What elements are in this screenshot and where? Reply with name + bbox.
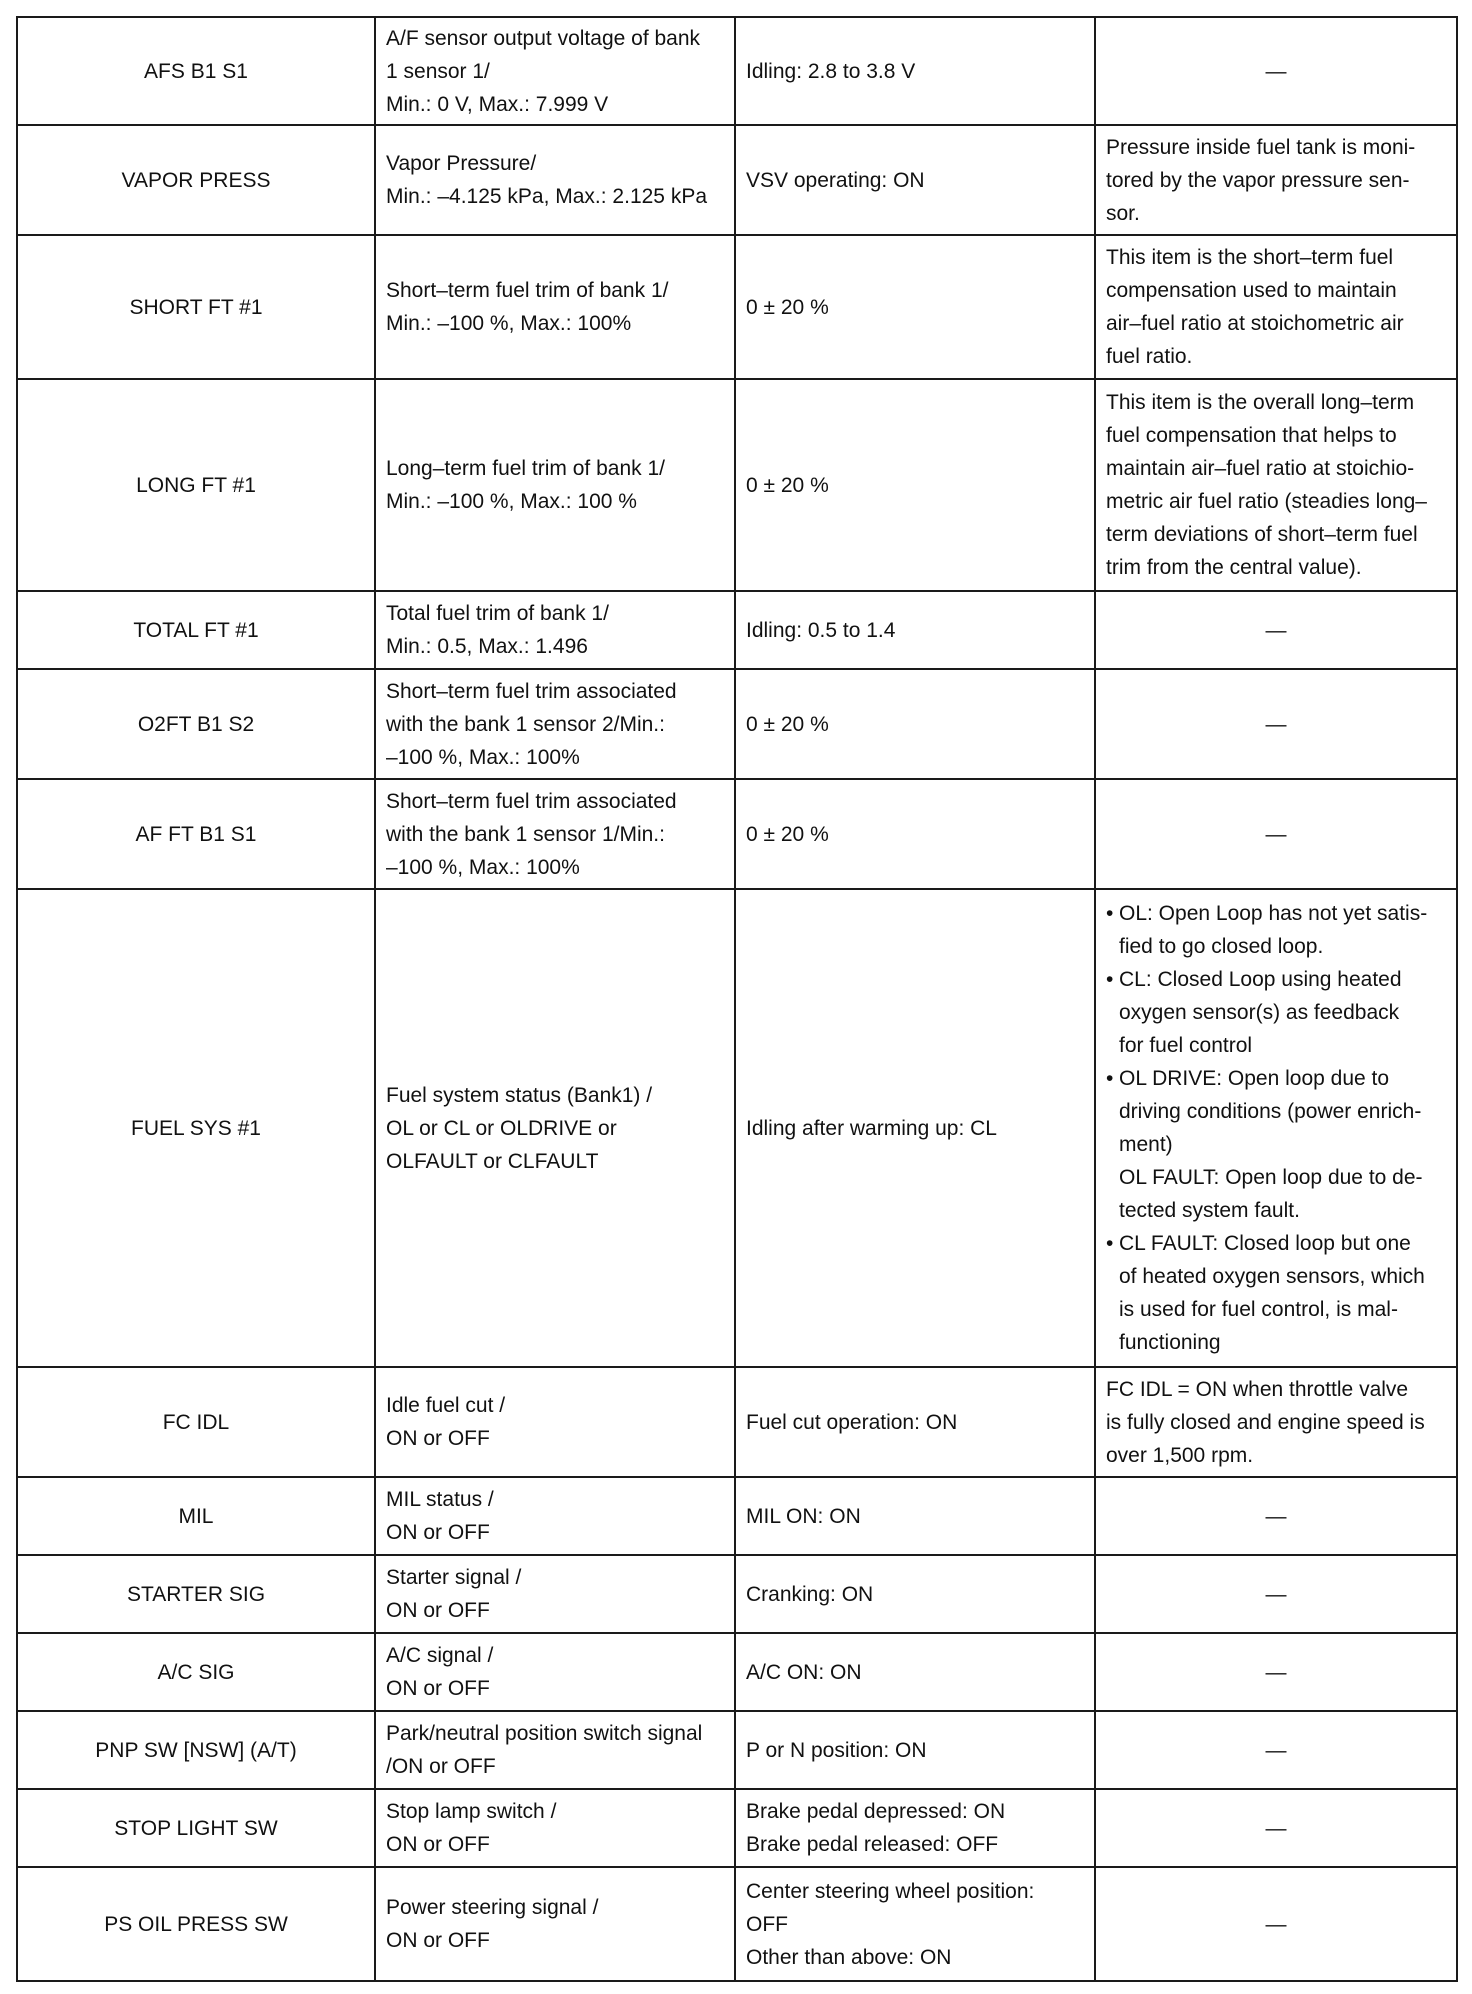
normal-condition: Idling: 2.8 to 3.8 V [735,17,1095,125]
measurement-item: A/F sensor output voltage of bank 1 sensor 1/ Min.: 0 V, Max.: 7.999 V [375,17,735,125]
data-list-table [16,16,1458,1982]
normal-condition: 0 ± 20 % [735,235,1095,379]
item-name: SHORT FT #1 [17,235,375,379]
normal-condition: Cranking: ON [735,1555,1095,1633]
item-name: TOTAL FT #1 [17,591,375,669]
item-name: STOP LIGHT SW [17,1789,375,1867]
normal-condition: A/C ON: ON [735,1633,1095,1711]
item-name: FUEL SYS #1 [17,889,375,1367]
normal-condition: VSV operating: ON [735,125,1095,235]
measurement-item: Power steering signal / ON or OFF [375,1867,735,1981]
normal-condition: Idling after warming up: CL [735,889,1095,1367]
item-name: LONG FT #1 [17,379,375,591]
diagnostic-note: This item is the overall long–term fuel compensation that helps to maintain air–fuel ratio at stoichio- metric air fuel ratio (steadies long– term deviations of short–term fuel trim from the central value). [1095,379,1457,591]
bullet-item-cl: • CL: Closed Loop using heated oxygen sensor(s) as feedback for fuel control [1106,963,1446,1062]
diagnostic-note: — [1095,1633,1457,1711]
fuel-status-bullet-list [1106,897,1446,1359]
bullet-item-cl-fault: • CL FAULT: Closed loop but one of heated oxygen sensors, which is used for fuel control, is mal- functioning [1106,1227,1446,1359]
normal-condition: Fuel cut operation: ON [735,1367,1095,1477]
table-row-fuel-sys-1 [17,889,1457,1367]
table-row-short-ft-1 [17,235,1457,379]
normal-condition: MIL ON: ON [735,1477,1095,1555]
bullet-item-ol: • OL: Open Loop has not yet satis- fied to go closed loop. [1106,897,1446,963]
measurement-item: A/C signal / ON or OFF [375,1633,735,1711]
table-row-mil [17,1477,1457,1555]
diagnostic-note [1095,889,1457,1367]
normal-condition: Center steering wheel position: OFF Other than above: ON [735,1867,1095,1981]
diagnostic-note: — [1095,1789,1457,1867]
item-name: VAPOR PRESS [17,125,375,235]
item-name: AFS B1 S1 [17,17,375,125]
table-row-vapor-press [17,125,1457,235]
normal-condition: 0 ± 20 % [735,379,1095,591]
item-name: O2FT B1 S2 [17,669,375,779]
item-name: A/C SIG [17,1633,375,1711]
normal-condition: Brake pedal depressed: ON Brake pedal released: OFF [735,1789,1095,1867]
item-name: STARTER SIG [17,1555,375,1633]
diagnostic-note: — [1095,1555,1457,1633]
diagnostic-note: — [1095,17,1457,125]
table-row-o2ft-b1-s2 [17,669,1457,779]
table-row-ps-oil-press-sw [17,1867,1457,1981]
diagnostic-note: Pressure inside fuel tank is moni- tored by the vapor pressure sen- sor. [1095,125,1457,235]
measurement-item: Short–term fuel trim associated with the bank 1 sensor 2/Min.: –100 %, Max.: 100% [375,669,735,779]
diagnostic-note: — [1095,1711,1457,1789]
table-row-afs-b1-s1 [17,17,1457,125]
measurement-item: Starter signal / ON or OFF [375,1555,735,1633]
diagnostic-note: — [1095,591,1457,669]
table-row-ac-sig [17,1633,1457,1711]
table-row-long-ft-1 [17,379,1457,591]
item-name: FC IDL [17,1367,375,1477]
table-row-af-ft-b1-s1 [17,779,1457,889]
table-row-stop-light-sw [17,1789,1457,1867]
item-name: MIL [17,1477,375,1555]
measurement-item: MIL status / ON or OFF [375,1477,735,1555]
normal-condition: Idling: 0.5 to 1.4 [735,591,1095,669]
measurement-item: Short–term fuel trim associated with the bank 1 sensor 1/Min.: –100 %, Max.: 100% [375,779,735,889]
measurement-item: Fuel system status (Bank1) / OL or CL or OLDRIVE or OLFAULT or CLFAULT [375,889,735,1367]
diagnostic-note: — [1095,1867,1457,1981]
measurement-item: Park/neutral position switch signal /ON or OFF [375,1711,735,1789]
normal-condition: 0 ± 20 % [735,669,1095,779]
diagnostic-note: This item is the short–term fuel compensation used to maintain air–fuel ratio at stoichometric air fuel ratio. [1095,235,1457,379]
table-row-total-ft-1 [17,591,1457,669]
diagnostic-note: — [1095,1477,1457,1555]
measurement-item: Long–term fuel trim of bank 1/ Min.: –100 %, Max.: 100 % [375,379,735,591]
measurement-item: Vapor Pressure/ Min.: –4.125 kPa, Max.: 2.125 kPa [375,125,735,235]
diagnostic-note: — [1095,779,1457,889]
measurement-item: Stop lamp switch / ON or OFF [375,1789,735,1867]
item-name: PNP SW [NSW] (A/T) [17,1711,375,1789]
table-row-pnp-sw [17,1711,1457,1789]
item-name: AF FT B1 S1 [17,779,375,889]
measurement-item: Total fuel trim of bank 1/ Min.: 0.5, Max.: 1.496 [375,591,735,669]
bullet-item-ol-drive: • OL DRIVE: Open loop due to driving conditions (power enrich- ment) OL FAULT: Open loop due to de- tected system fault. [1106,1062,1446,1227]
measurement-item: Idle fuel cut / ON or OFF [375,1367,735,1477]
diagnostic-note: — [1095,669,1457,779]
measurement-item: Short–term fuel trim of bank 1/ Min.: –100 %, Max.: 100% [375,235,735,379]
table-row-starter-sig [17,1555,1457,1633]
normal-condition: 0 ± 20 % [735,779,1095,889]
diagnostic-note: FC IDL = ON when throttle valve is fully closed and engine speed is over 1,500 rpm. [1095,1367,1457,1477]
normal-condition: P or N position: ON [735,1711,1095,1789]
table-row-fc-idl [17,1367,1457,1477]
item-name: PS OIL PRESS SW [17,1867,375,1981]
